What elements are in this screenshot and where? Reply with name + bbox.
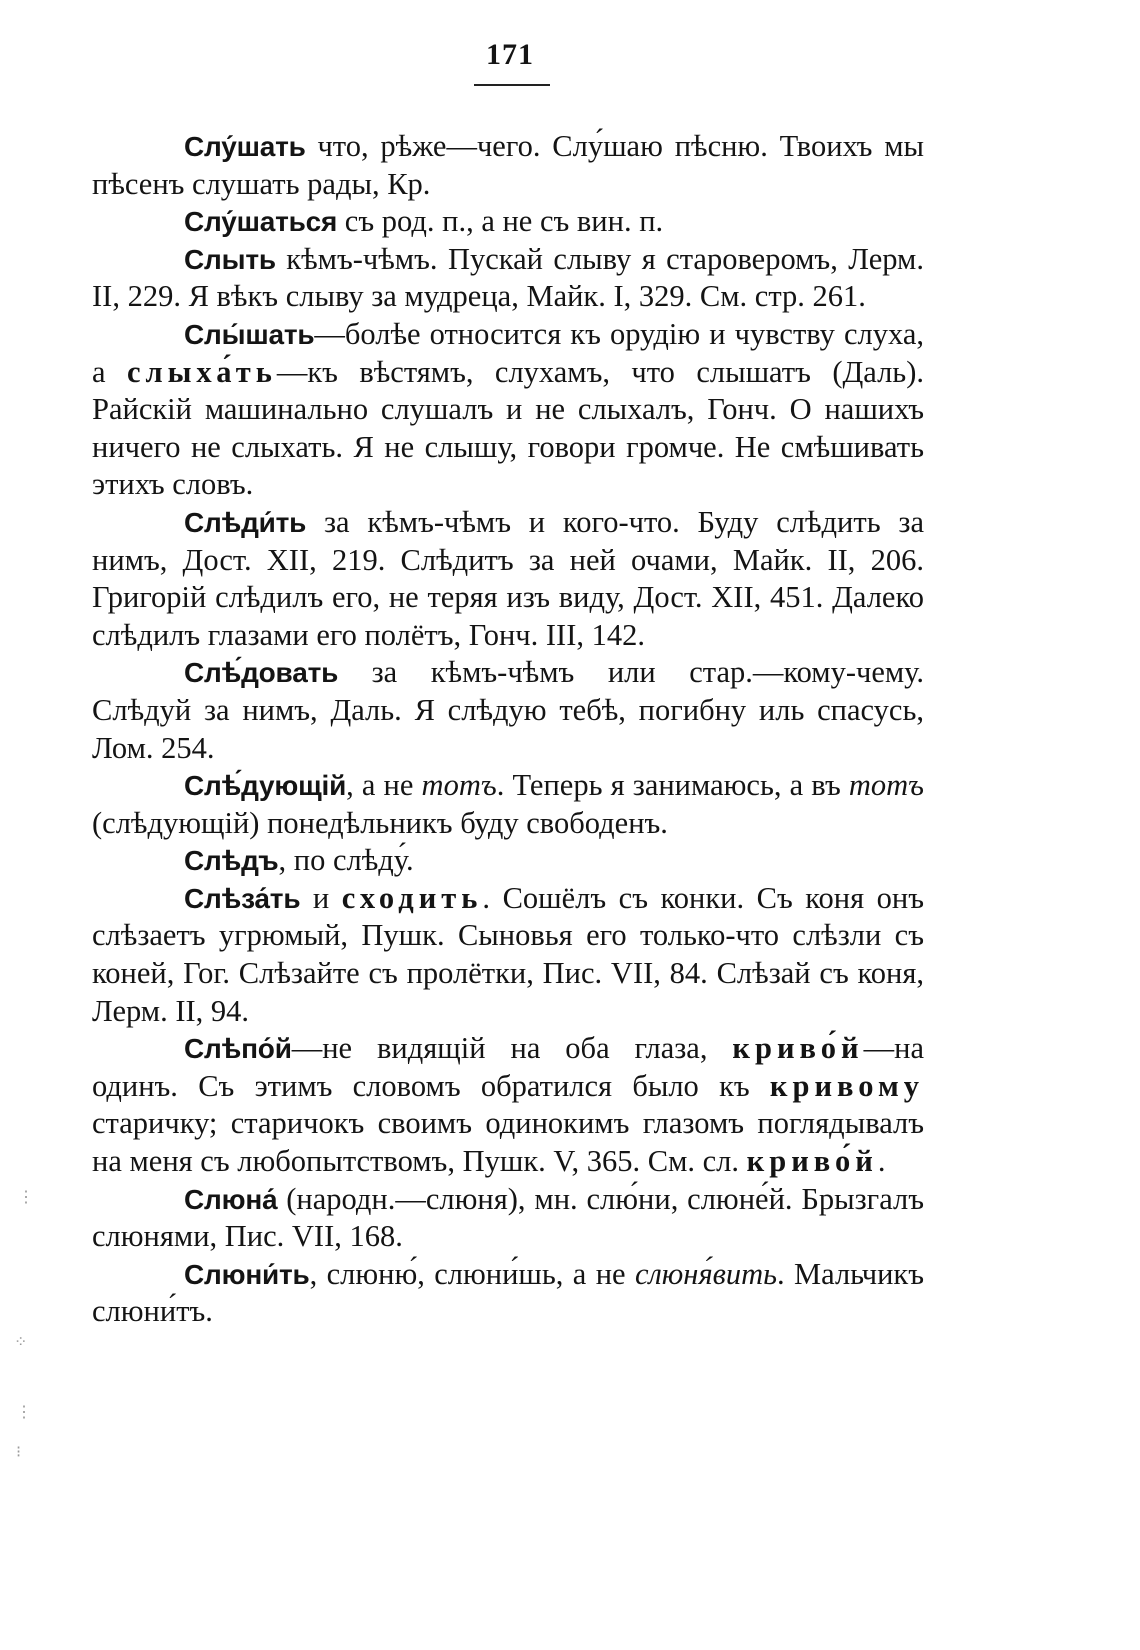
dictionary-entry — [92, 504, 924, 654]
dictionary-entry — [92, 1030, 924, 1180]
entry-text: и — [300, 880, 342, 915]
entry-text: (слѣдующій) понедѣльникъ буду свободенъ. — [92, 805, 668, 840]
entry-headword: Слѣ́довать — [184, 657, 339, 689]
entry-text: за кѣмъ-чѣмъ или стар.—кому-чему. Слѣдуй за нимъ, Даль. Я слѣдую тебѣ, погибну иль спасусь, Лом. 254. — [92, 655, 924, 765]
page-number: 171 — [486, 38, 534, 71]
entry-text: , а не — [346, 768, 422, 803]
entry-text: кѣмъ-чѣмъ. Пускай слыву я староверомъ, Лерм. II, 229. Я вѣкъ слыву за мудреца, Майк. I, 329. См. стр. 261. — [92, 241, 924, 314]
entry-text: съ род. п., а не съ вин. п. — [337, 204, 664, 239]
entry-text: за кѣмъ-чѣмъ и кого-что. Буду слѣдить за нимъ, Дост. XII, 219. Слѣдитъ за ней очами, Майк. II, 206. Григорій слѣдилъ его, не теряя изъ виду, Дост. XII, 451. Далеко слѣдилъ глазами его полётъ, Гонч. III, 142. — [92, 504, 924, 652]
dictionary-entry — [92, 316, 924, 504]
entry-text: —болѣе относится къ орудію и чувству слуха, а — [92, 316, 924, 389]
page-number-rule — [474, 84, 550, 86]
dictionary-entry — [92, 880, 924, 1030]
dictionary-entry — [92, 1256, 924, 1331]
entry-text: (народн.—слюня), мн. слю́ни, слюне́й. Брызгалъ слюнями, Пис. VII, 168. — [92, 1181, 924, 1254]
entry-text: , по слѣду́. — [278, 843, 414, 878]
margin-speck: ⁝ — [16, 1444, 22, 1461]
entry-headword: Слѣ́дующій — [184, 770, 347, 802]
entry-headword: Слу́шать — [184, 131, 306, 162]
entry-headword: Слюни́ть — [184, 1258, 310, 1290]
dictionary-entry — [92, 767, 924, 842]
entry-text: старичку; старичокъ своимъ одинокимъ глазомъ поглядывалъ на меня съ любопытствомъ, Пушк. V, 365. См. сл. — [92, 1106, 924, 1179]
margin-speck: ⋮ — [18, 1189, 34, 1206]
spaced-term: слыха́ть — [126, 354, 277, 389]
entry-headword: Слюна́ — [184, 1183, 278, 1215]
entry-text: —на одинъ. Съ этимъ словомъ обратился было къ — [92, 1031, 924, 1103]
dictionary-entry — [92, 128, 924, 203]
entry-headword: Слѣпо́й — [184, 1033, 292, 1065]
entry-headword: Слыть — [184, 243, 276, 275]
italic-term: тотъ — [848, 768, 924, 803]
entry-text: , слюню́, слюни́шь, а не — [309, 1256, 635, 1291]
italic-term: тотъ — [421, 768, 497, 803]
entry-text: что, рѣже—чего. Слу́шаю пѣсню. Твоихъ мы пѣсенъ слушать рады, Кр. — [92, 129, 924, 201]
entry-text: —не видящій на оба глаза, — [291, 1031, 733, 1066]
entry-headword: Слѣза́ть — [184, 882, 301, 914]
dictionary-entries — [92, 128, 924, 1331]
entry-headword: Слѣди́ть — [184, 506, 307, 538]
spaced-term: криво́й — [732, 1031, 864, 1066]
entry-headword: Слы́шать — [184, 318, 315, 350]
spaced-term: криво́й — [746, 1144, 878, 1179]
dictionary-entry — [92, 842, 924, 880]
italic-term: слюня́вить — [634, 1256, 778, 1291]
entry-text: . — [877, 1144, 886, 1179]
entry-text: . Мальчикъ слюни́тъ. — [92, 1256, 924, 1329]
entry-headword: Слу́шаться — [184, 206, 338, 238]
entry-text: —къ вѣстямъ, слухамъ, что слышатъ (Даль). Райскій машинально слушалъ и не слыхалъ, Гонч. О нашихъ ничего не слыхать. Я не слышу, говори громче. Не смѣшивать этихъ словъ. — [92, 354, 924, 502]
dictionary-entry — [92, 654, 924, 767]
margin-speck: ⁘ — [14, 1334, 28, 1351]
entry-headword: Слѣдъ — [184, 845, 279, 877]
dictionary-entry — [92, 241, 924, 316]
dictionary-entry — [92, 1181, 924, 1256]
spaced-term: сходить — [341, 880, 483, 915]
spaced-term: кривому — [769, 1068, 924, 1103]
entry-text: . Теперь я занимаюсь, а въ — [496, 768, 849, 803]
margin-speck: ⋮ — [16, 1404, 32, 1421]
dictionary-entry — [92, 203, 924, 241]
entry-text: . Сошёлъ съ конки. Съ коня онъ слѣзаетъ угрюмый, Пушк. Сыновья его только-что слѣзли съ коней, Гог. Слѣзайте съ пролётки, Пис. VII, 84. Слѣзай съ коня, Лерм. II, 94. — [92, 880, 924, 1028]
